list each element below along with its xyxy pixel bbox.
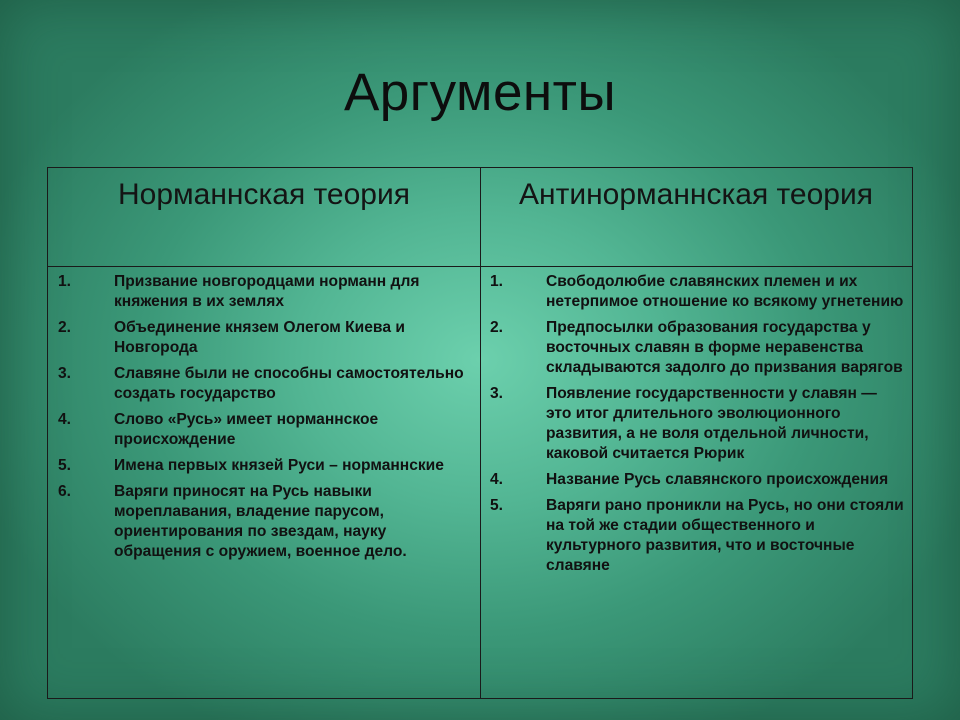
item-text: Название Русь славянского происхождения (546, 471, 889, 488)
norman-arguments-list (56, 272, 472, 562)
item-text: Варяги рано проникли на Русь, но они стояли на той же стадии общественного и культурного развития, что и восточные славяне (546, 497, 904, 574)
item-number: 2. (58, 319, 72, 336)
item-text: Появление государственности у славян — это итог длительного эволюционного развития, а не воля отдельной личности, каковой считается Рюрик (546, 385, 877, 462)
item-text: Варяги приносят на Русь навыки мореплавания, владение парусом, ориентирования по звездам, науку обращения с оружием, военное дело. (114, 483, 407, 560)
antinorman-arguments-list (488, 272, 906, 576)
header-divider (48, 266, 912, 267)
item-number: 3. (490, 385, 504, 402)
header-antinorman-theory: Антинорманнская теория (519, 178, 873, 211)
list-item (56, 456, 472, 476)
item-text: Имена первых князей Руси – норманнские (114, 457, 444, 474)
item-number: 6. (58, 483, 72, 500)
item-text: Объединение князем Олегом Киева и Новгорода (114, 319, 405, 356)
item-text: Свободолюбие славянских племен и их нетерпимое отношение ко всякому угнетению (546, 273, 904, 310)
item-number: 5. (58, 457, 72, 474)
comparison-table (47, 167, 913, 699)
list-item (56, 410, 472, 450)
item-number: 5. (490, 497, 504, 514)
item-number: 1. (490, 273, 504, 290)
list-item (488, 470, 906, 490)
item-number: 1. (58, 273, 72, 290)
slide-title: Аргументы (343, 63, 617, 122)
list-item (56, 318, 472, 358)
norman-arguments-column (56, 272, 472, 568)
list-item (56, 482, 472, 562)
list-item (56, 364, 472, 404)
list-item (488, 496, 906, 576)
list-item (488, 318, 906, 378)
item-number: 4. (58, 411, 72, 428)
header-norman-theory: Норманнская теория (118, 178, 410, 211)
item-number: 2. (490, 319, 504, 336)
item-number: 3. (58, 365, 72, 382)
item-text: Славяне были не способны самостоятельно создать государство (114, 365, 464, 402)
item-text: Предпосылки образования государства у восточных славян в форме неравенства складываются задолго до призвания варягов (546, 319, 903, 376)
item-number: 4. (490, 471, 504, 488)
list-item (56, 272, 472, 312)
item-text: Призвание новгородцами норманн для княжения в их землях (114, 273, 420, 310)
list-item (488, 272, 906, 312)
item-text: Слово «Русь» имеет норманнское происхождение (114, 411, 379, 448)
list-item (488, 384, 906, 464)
antinorman-arguments-column (488, 272, 906, 582)
